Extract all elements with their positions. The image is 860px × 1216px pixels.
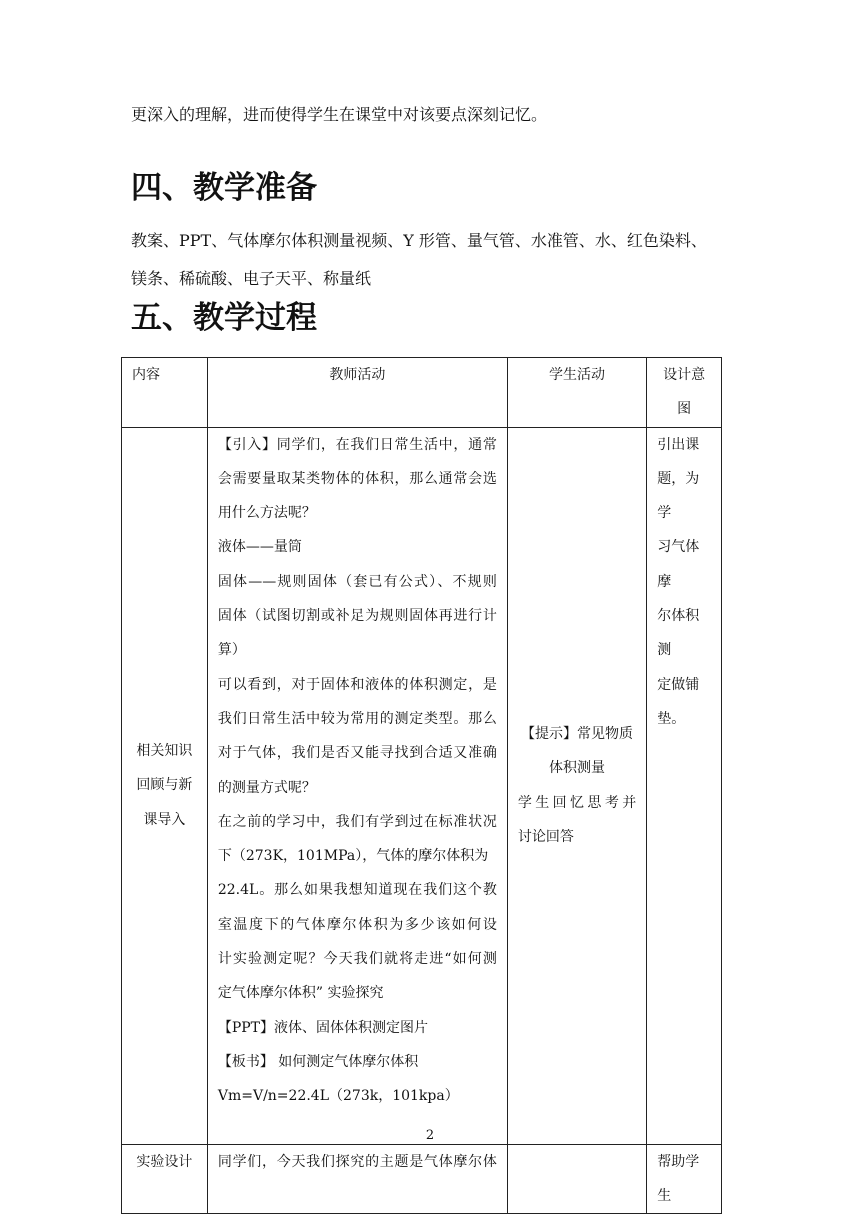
page-number: 2 (425, 1128, 435, 1143)
row1-student-activity: 【提示】常见物质 体积测量 学生回忆思考并 讨论回答 (507, 427, 646, 1144)
section4-materials (131, 222, 731, 298)
row1-content: 相关知识 回顾与新 课导入 (122, 427, 208, 1144)
table-row (122, 427, 722, 1144)
materials-line-1: 教案、PPT、气体摩尔体积测量视频、Y 形管、量气管、水准管、水、红色染料、 (131, 231, 707, 250)
teaching-process-table (121, 357, 722, 1214)
intro-text: 更深入的理解，进而使得学生在课堂中对该要点深刻记忆。 (131, 105, 548, 124)
table-header-row (122, 358, 722, 428)
row1-teacher-activity: 【引入】同学们，在我们日常生活中，通常 会需要量取某类物体的体积，那么通常会选 用什么方法呢？ 液体——量筒 固体——规则固体（套已有公式）、不规则 固体（试图切割或补足为规则固体再进行计 算） 可以看到，对于固体和液体的体积测定，是 我们日常生活中较为常用的测定类型。那么 对于气体，我们是否又能寻找到合适又准确 的测量方式呢？ 在之前的学习中，我们有学到过在标准状况 下（273K，101MPa），气体的摩尔体积为 22.4L。那么如果我想知道现在我们这个教 室温度下的气体摩尔体积为多少该如何设 计实验测定呢？今天我们就将走进“如何测 定气体摩尔体积” 实验探究 【PPT】液体、固体体积测定图片 【板书】 如何测定气体摩尔体积 Vm=V/n=22.4L（273k，101kpa） (207, 427, 507, 1144)
table-row (122, 1144, 722, 1214)
section4-title: 四、教学准备 (131, 170, 317, 206)
row2-design-intent: 帮助学生 (647, 1144, 722, 1214)
row1-design-intent: 引出课 题，为学 习气体摩 尔体积测 定做铺 垫。 (647, 427, 722, 1144)
row2-teacher-activity: 同学们，今天我们探究的主题是气体摩尔体 (207, 1144, 507, 1214)
header-content: 内容 (122, 358, 208, 428)
row2-student-activity (507, 1144, 646, 1214)
header-teacher-activity: 教师活动 (207, 358, 507, 428)
row2-content: 实验设计 (122, 1144, 208, 1214)
section5-title: 五、教学过程 (131, 300, 317, 336)
header-student-activity: 学生活动 (507, 358, 646, 428)
materials-line-2: 镁条、稀硫酸、电子天平、称量纸 (131, 269, 372, 288)
header-design-intent: 设计意图 (647, 358, 722, 428)
